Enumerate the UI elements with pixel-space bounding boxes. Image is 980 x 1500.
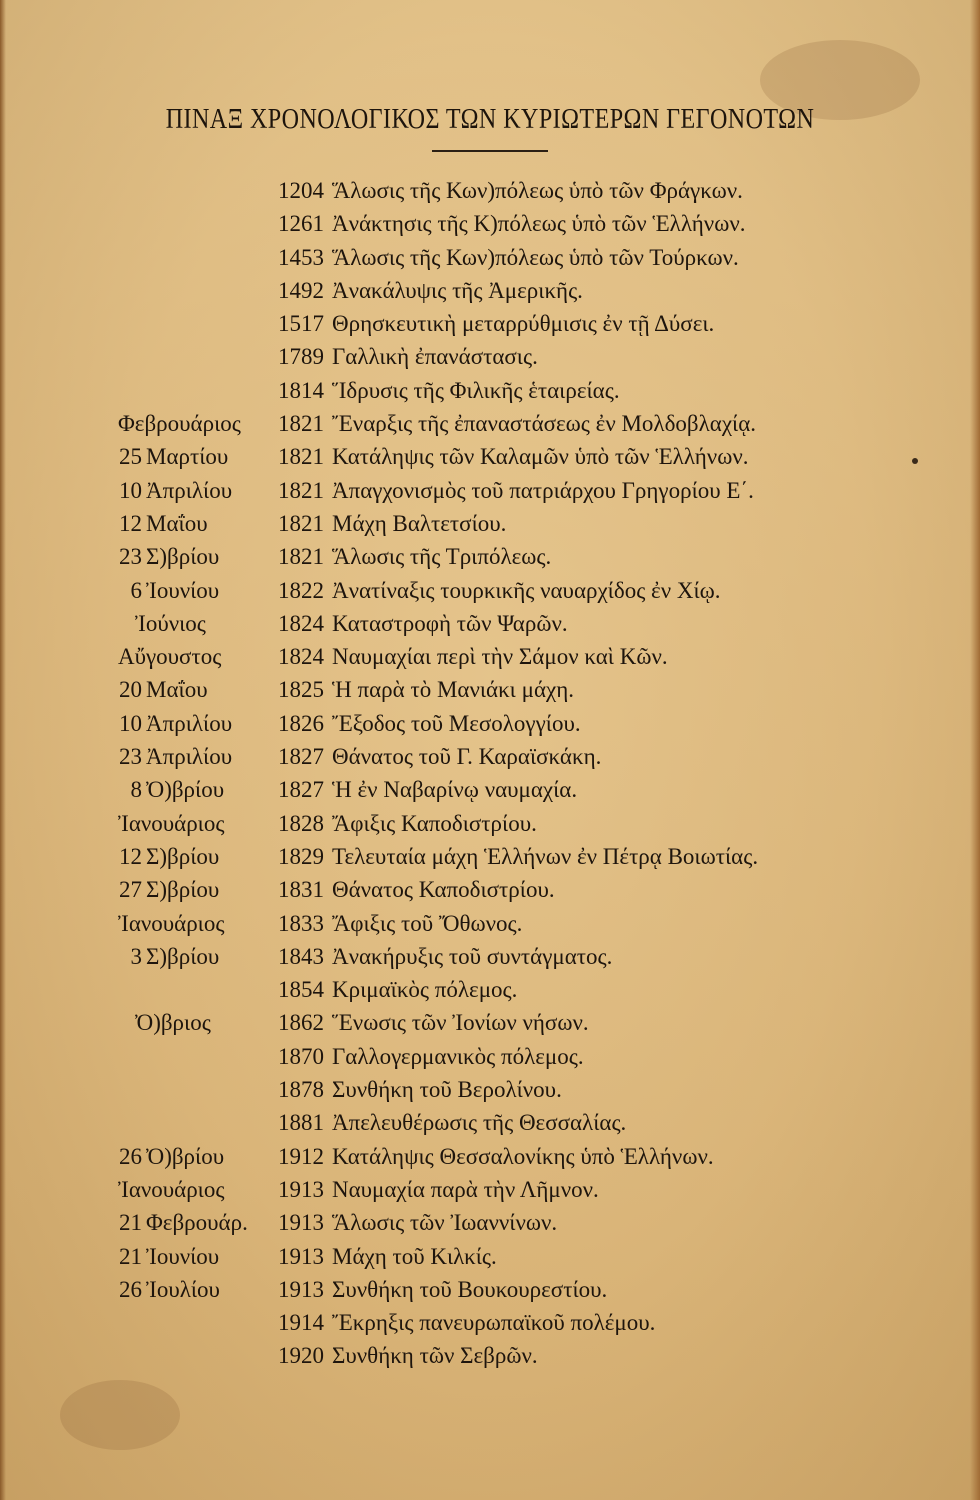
row-month: Ἀπριλίου	[146, 744, 233, 770]
row-event: Ἵδρυσις τῆς Φιλικῆς ἑταιρείας.	[332, 377, 620, 403]
row-month: Φεβρουάρ.	[146, 1210, 248, 1236]
row-event: Μάχη τοῦ Κιλκίς.	[332, 1243, 497, 1269]
row-event: Ἕνωσις τῶν Ἰονίων νήσων.	[332, 1010, 589, 1036]
table-row	[0, 607, 980, 640]
row-year: 1920	[278, 1343, 324, 1369]
row-month: Ἀπριλίου	[146, 710, 233, 736]
row-day: 8	[130, 777, 142, 803]
row-event: Ναυμαχία παρὰ τὴν Λῆμνον.	[332, 1176, 599, 1202]
table-row	[0, 540, 980, 573]
row-event: Γαλλογερμανικὸς πόλεμος.	[332, 1043, 584, 1069]
row-event: Ἄφιξις τοῦ Ὄθωνος.	[332, 910, 523, 936]
row-year: 1914	[278, 1310, 324, 1336]
row-event: Ἀνατίναξις τουρκικῆς ναυαρχίδος ἐν Χίῳ.	[332, 577, 721, 603]
row-year: 1824	[278, 610, 324, 636]
row-year: 1913	[278, 1176, 324, 1202]
row-month: Μαΐου	[146, 510, 208, 536]
table-row	[0, 1240, 980, 1273]
row-month: Ἰουνίου	[146, 577, 220, 603]
row-day: 20	[119, 677, 142, 703]
row-event: Ἔξοδος τοῦ Μεσολογγίου.	[332, 710, 581, 736]
table-row	[0, 174, 980, 207]
row-day: 12	[119, 510, 142, 536]
table-row	[0, 907, 980, 940]
row-year: 1913	[278, 1210, 324, 1236]
row-day: 3	[130, 943, 142, 969]
table-row	[0, 507, 980, 540]
row-year: 1870	[278, 1043, 324, 1069]
table-row	[0, 1339, 980, 1372]
row-day: 27	[119, 877, 142, 903]
row-year: 1827	[278, 777, 324, 803]
table-row	[0, 407, 980, 440]
table-row	[0, 274, 980, 307]
table-row	[0, 840, 980, 873]
table-row	[0, 640, 980, 673]
table-row	[0, 1206, 980, 1239]
row-year: 1913	[278, 1243, 324, 1269]
row-year: 1833	[278, 910, 324, 936]
row-year: 1821	[278, 544, 324, 570]
row-event: Κατάληψις τῶν Καλαμῶν ὑπὸ τῶν Ἑλλήνων.	[332, 444, 749, 470]
row-month: Ὀ)βριος	[135, 1010, 211, 1036]
table-row	[0, 307, 980, 340]
row-year: 1492	[278, 277, 324, 303]
row-event: Ἔναρξις τῆς ἐπαναστάσεως ἐν Μολδοβλαχίᾳ.	[332, 411, 757, 437]
row-day: 10	[119, 477, 142, 503]
row-event: Ναυμαχίαι περὶ τὴν Σάμον καὶ Κῶν.	[332, 644, 668, 670]
row-event: Συνθήκη τοῦ Βερολίνου.	[332, 1077, 562, 1103]
table-row	[0, 973, 980, 1006]
table-row	[0, 474, 980, 507]
row-month: Σ)βρίου	[146, 544, 220, 570]
row-month: Ἰούνιος	[135, 610, 206, 636]
row-month: Ἰουνίου	[146, 1243, 220, 1269]
row-year: 1517	[278, 311, 324, 337]
row-year: 1826	[278, 710, 324, 736]
row-event: Ἔκρηξις πανευρωπαϊκοῦ πολέμου.	[332, 1310, 656, 1336]
table-row	[0, 1073, 980, 1106]
row-month: Μαΐου	[146, 677, 208, 703]
row-event: Ἡ ἐν Ναβαρίνῳ ναυμαχία.	[332, 777, 578, 803]
title-rule	[432, 150, 548, 152]
row-event: Ἀπελευθέρωσις τῆς Θεσσαλίας.	[332, 1110, 627, 1136]
row-year: 1821	[278, 477, 324, 503]
row-event: Κριμαϊκὸς πόλεμος.	[332, 977, 518, 1003]
chronology-table	[0, 174, 980, 1373]
row-day: 26	[119, 1143, 142, 1169]
row-month: Ὀ)βρίου	[146, 777, 225, 803]
row-year: 1814	[278, 377, 324, 403]
row-year: 1913	[278, 1276, 324, 1302]
row-event: Ἅλωσις τῆς Κων)πόλεως ὑπὸ τῶν Φράγκων.	[332, 178, 743, 203]
row-year: 1821	[278, 510, 324, 536]
row-event: Θάνατος Καποδιστρίου.	[332, 877, 555, 903]
row-day: 10	[119, 710, 142, 736]
row-event: Κατάληψις Θεσσαλονίκης ὑπὸ Ἑλλήνων.	[332, 1143, 714, 1169]
table-row	[0, 773, 980, 806]
row-month: Ἰανουάριος	[118, 810, 225, 836]
table-row	[0, 1006, 980, 1039]
table-row	[0, 1140, 980, 1173]
row-event: Ἅλωσις τῆς Τριπόλεως.	[332, 544, 552, 570]
paper-stain	[60, 1380, 180, 1450]
row-day: 23	[119, 744, 142, 770]
table-row	[0, 940, 980, 973]
row-year: 1912	[278, 1143, 324, 1169]
row-day: 25	[119, 444, 142, 470]
row-event: Τελευταία μάχη Ἑλλήνων ἐν Πέτρᾳ Βοιωτίας.	[332, 843, 759, 869]
row-month: Αὔγουστος	[118, 644, 222, 670]
row-month: Ἰανουάριος	[118, 910, 225, 936]
row-year: 1843	[278, 943, 324, 969]
table-row	[0, 207, 980, 240]
row-day: 23	[119, 544, 142, 570]
row-year: 1822	[278, 577, 324, 603]
page-title: ΠΙΝΑΞ ΧΡΟΝΟΛΟΓΙΚΟΣ ΤΩΝ ΚΥΡΙΩΤΕΡΩΝ ΓΕΓΟΝΟΤΩΝ	[165, 104, 815, 135]
table-row	[0, 1273, 980, 1306]
row-event: Ἅλωσις τῶν Ἰωαννίνων.	[332, 1210, 558, 1236]
row-month: Σ)βρίου	[146, 877, 220, 903]
table-row	[0, 673, 980, 706]
table-row	[0, 707, 980, 740]
row-year: 1204	[278, 178, 324, 203]
row-month: Ἀπριλίου	[146, 477, 233, 503]
table-row	[0, 574, 980, 607]
table-row	[0, 1306, 980, 1339]
row-year: 1854	[278, 977, 324, 1003]
table-row	[0, 1040, 980, 1073]
row-day: 6	[130, 577, 142, 603]
row-year: 1821	[278, 411, 324, 437]
row-year: 1829	[278, 843, 324, 869]
row-year: 1824	[278, 644, 324, 670]
row-event: Καταστροφὴ τῶν Ψαρῶν.	[332, 610, 568, 636]
row-event: Ἄφιξις Καποδιστρίου.	[332, 810, 537, 836]
row-event: Συνθήκη τῶν Σεβρῶν.	[332, 1343, 538, 1369]
row-year: 1828	[278, 810, 324, 836]
row-month: Φεβρουάριος	[118, 411, 241, 437]
row-year: 1827	[278, 744, 324, 770]
row-month: Ἰανουάριος	[118, 1176, 225, 1202]
row-event: Θάνατος τοῦ Γ. Καραϊσκάκη.	[332, 744, 602, 770]
row-month: Σ)βρίου	[146, 843, 220, 869]
table-row	[0, 873, 980, 906]
row-day: 26	[119, 1276, 142, 1302]
row-event: Ἀνάκτησις τῆς Κ)πόλεως ὑπὸ τῶν Ἑλλήνων.	[332, 211, 746, 237]
table-row	[0, 1106, 980, 1139]
row-day: 12	[119, 843, 142, 869]
table-row	[0, 1173, 980, 1206]
table-row	[0, 241, 980, 274]
table-row	[0, 374, 980, 407]
row-year: 1878	[278, 1077, 324, 1103]
row-year: 1261	[278, 211, 324, 237]
row-year: 1789	[278, 344, 324, 370]
row-event: Μάχη Βαλτετσίου.	[332, 510, 507, 536]
row-event: Ἀνακήρυξις τοῦ συντάγματος.	[332, 943, 613, 969]
row-event: Γαλλικὴ ἐπανάστασις.	[332, 344, 538, 370]
row-year: 1453	[278, 244, 324, 270]
table-row	[0, 340, 980, 373]
table-row	[0, 807, 980, 840]
row-event: Ἅλωσις τῆς Κων)πόλεως ὑπὸ τῶν Τούρκων.	[332, 244, 739, 270]
row-year: 1862	[278, 1010, 324, 1036]
row-event: Συνθήκη τοῦ Βουκουρεστίου.	[332, 1276, 608, 1302]
table-row	[0, 740, 980, 773]
row-day: 21	[119, 1210, 142, 1236]
row-event: Ἡ παρὰ τὸ Μανιάκι μάχη.	[332, 677, 574, 703]
row-year: 1831	[278, 877, 324, 903]
row-event: Θρησκευτικὴ μεταρρύθμισις ἐν τῇ Δύσει.	[332, 311, 715, 337]
table-row	[0, 440, 980, 473]
row-month: Σ)βρίου	[146, 943, 220, 969]
row-year: 1825	[278, 677, 324, 703]
row-event: Ἀπαγχονισμὸς τοῦ πατριάρχου Γρηγορίου Ε΄.	[332, 477, 754, 503]
row-month: Ὀ)βρίου	[146, 1143, 225, 1169]
row-event: Ἀνακάλυψις τῆς Ἀμερικῆς.	[332, 277, 583, 303]
row-day: 21	[119, 1243, 142, 1269]
row-month: Μαρτίου	[146, 444, 229, 470]
row-year: 1821	[278, 444, 324, 470]
row-month: Ἰουλίου	[146, 1276, 220, 1302]
row-year: 1881	[278, 1110, 324, 1136]
